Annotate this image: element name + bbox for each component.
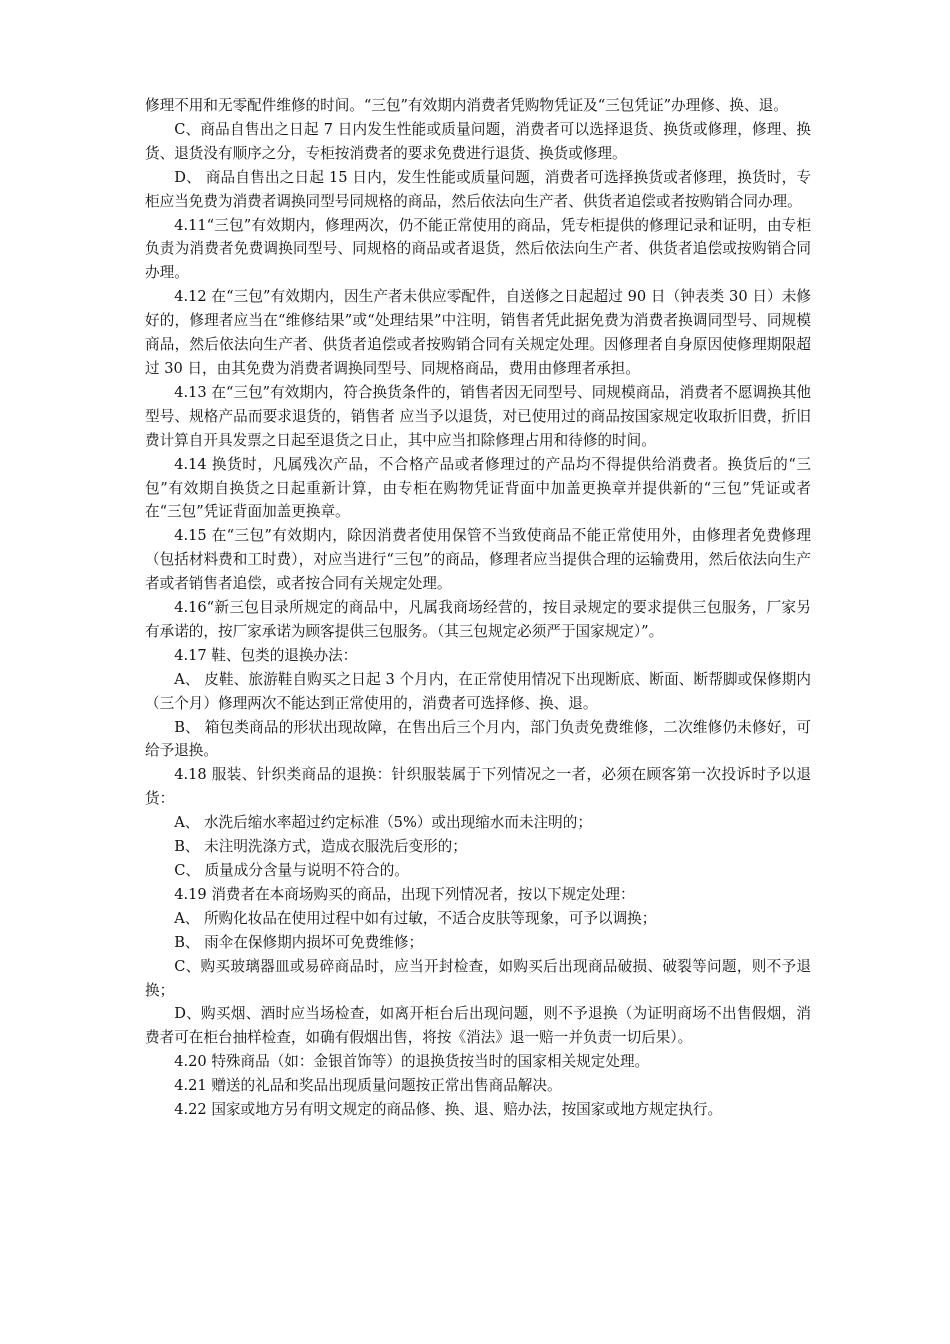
paragraph: A、 皮鞋、旅游鞋自购买之日起 3 个月内，在正常使用情况下出现断底、断面、断帮脚或保修期内（三个月）修理两次不能达到正常使用的，消费者可选择修、换、退。 [145,670,811,712]
paragraph: 4.17 鞋、包类的退换办法： [174,646,358,664]
paragraph: D、 商品自售出之日起 15 日内，发生性能或质量问题，消费者可选择换货或者修理，换货时，专柜应当免费为消费者调换同型号同规格的商品，然后依法向生产者、供货者追偿或者按购销合同办理。 [145,168,811,210]
paragraph: 修理不用和无零配件维修的时间。“三包”有效期内消费者凭购物凭证及“三包凭证”办理修、换、退。 [145,97,788,114]
paragraph: 4.15 在“三包”有效期内，除因消费者使用保管不当致使商品不能正常使用外，由修理者免费修理（包括材料费和工时费），对应当进行“三包”的商品，修理者应当提供合理的运输费用，然后依法向生产者或者销售者追偿，或者按合同有关规定处理。 [145,527,811,593]
paragraph: B、 雨伞在保修期内损坏可免费维修； [174,933,424,951]
paragraph: 4.16“新三包目录所规定的商品中，凡属我商场经营的，按目录规定的要求提供三包服务，厂家另有承诺的，按厂家承诺为顾客提供三包服务。（其三包规定必须严于国家规定）”。 [145,599,811,640]
paragraph: C、商品自售出之日起 7 日内发生性能或质量问题，消费者可以选择退货、换货或修理，修理、换货、退货没有顺序之分，专柜按消费者的要求免费进行退货、换货或修理。 [145,120,811,162]
paragraph: A、 水洗后缩水率超过约定标准（5%）或出现缩水而未注明的； [174,814,592,832]
paragraph: D、购买烟、酒时应当场检查，如离开柜台后出现问题，则不予退换（为证明商场不出售假烟，消费者可在柜台抽样检查，如确有假烟出售，将按《消法》退一赔一并负责一切后果）。 [145,1005,811,1047]
paragraph: B、 未注明洗涤方式，造成衣服洗后变形的； [174,838,467,856]
paragraph: 4.12 在“三包”有效期内，因生产者未供应零配件，自送修之日起超过 90 日（钟表类 30 日）未修好的，修理者应当在“维修结果”或“处理结果”中注明，销售者凭此据免费为消费者换调同型号、同规模商品，然后依法向生产者、供货者追偿或者按购销合同有关规定处理。因修理者自身原因使修理期限超过 30 日，由其免费为消费者调换同型号、同规格商品，费用由修理者承担。 [145,288,811,377]
paragraph: 4.13 在“三包”有效期内，符合换货条件的，销售者因无同型号、同规模商品，消费者不愿调换其他型号、规格产品而要求退货的，销售者 应当予以退货，对已使用过的商品按国家规定收取折旧费，折旧费计算自开具发票之日起至退货之日止，其中应当扣除修理占用和待修的时间。 [145,383,811,449]
paragraph: C、购买玻璃器皿或易碎商品时，应当开封检查，如购买后出现商品破损、破裂等问题，则不予退换； [145,957,811,999]
paragraph: 4.22 国家或地方另有明文规定的商品修、换、退、赔办法，按国家或地方规定执行。 [174,1101,723,1119]
paragraph: 4.19 消费者在本商场购买的商品，出现下列情况者，按以下规定处理： [174,885,635,903]
paragraph: 4.20 特殊商品（如：金银首饰等）的退换货按当时的国家相关规定处理。 [174,1053,650,1071]
paragraph: 4.21 赠送的礼品和奖品出现质量问题按正常出售商品解决。 [174,1077,562,1095]
paragraph: A、 所购化妆品在使用过程中如有过敏，不适合皮肤等现象，可予以调换； [174,909,657,927]
paragraph: B、 箱包类商品的形状出现故障，在售出后三个月内，部门负责免费维修，二次维修仍未修好，可给予退换。 [145,718,811,760]
paragraph: 4.11“三包”有效期内，修理两次，仍不能正常使用的商品，凭专柜提供的修理记录和证明，由专柜负责为消费者免费调换同型号、同规格的商品或者退货，然后依法向生产者、供货者追偿或按购销合同办理。 [145,216,811,282]
paragraph: 4.14 换货时，凡属残次产品，不合格产品或者修理过的产品均不得提供给消费者。换货后的“三包”有效期自换货之日起重新计算，由专柜在购物凭证背面中加盖更换章并提供新的“三包”凭证或者在“三包”凭证背面加盖更换章。 [145,455,811,521]
paragraph: C、 质量成分含量与说明不符合的。 [174,862,409,879]
document-body [145,94,811,1122]
paragraph: 4.18 服装、针织类商品的退换：针织服装属于下列情况之一者，必须在顾客第一次投诉时予以退货： [145,766,811,808]
